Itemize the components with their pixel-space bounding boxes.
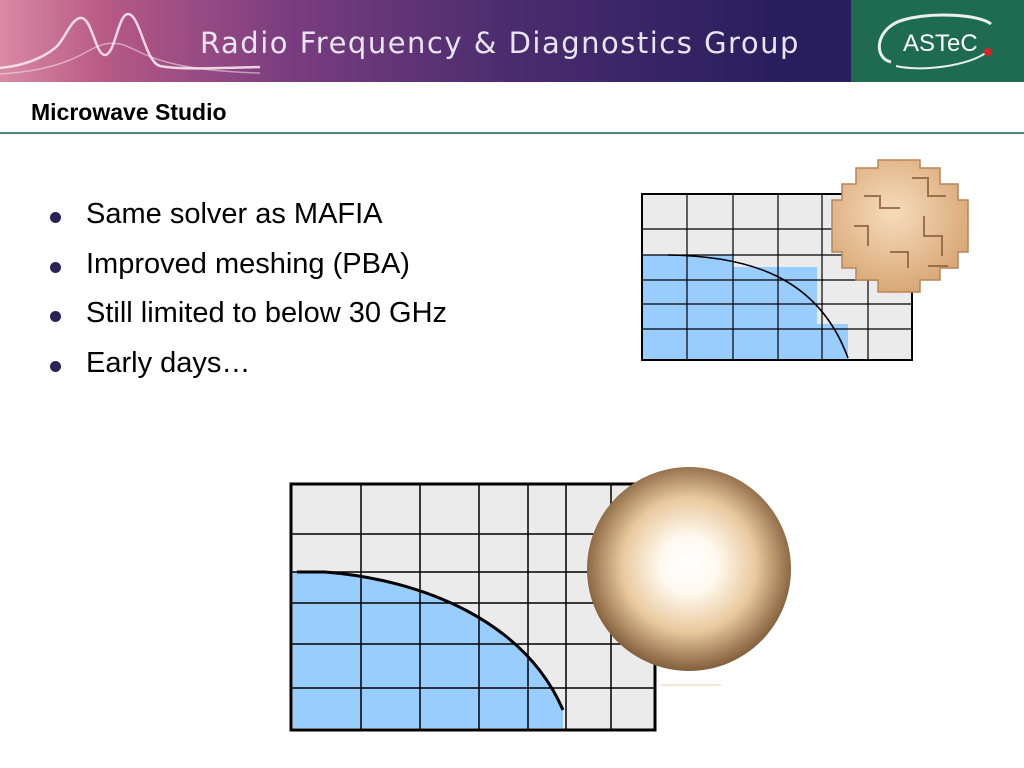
shadow-line [661,684,721,686]
bullet-text: Same solver as MAFIA [86,198,383,230]
pba-mesh-smooth-sphere-diagram [285,462,805,752]
bullet-text: Still limited to below 30 GHz [86,297,448,329]
bullet-item [50,297,447,347]
bullet-text: Improved meshing (PBA) [86,247,410,280]
group-title: Radio Frequency & Diagnostics Group [200,26,800,60]
bullet-list [50,198,447,396]
bullet-icon [50,311,61,322]
bullet-icon [50,262,61,273]
astec-logo-icon [851,0,1024,82]
logo-dot [984,48,992,56]
logo-panel [851,0,1024,82]
bullet-item [50,248,447,298]
logo-text: ASTeC [903,30,978,57]
title-divider [0,132,1024,134]
bullet-text: Early days… [86,346,251,379]
bullet-item [50,347,447,397]
slide-title: Microwave Studio [31,99,227,125]
bullet-item [50,198,447,248]
header-banner [0,0,1024,82]
bullet-icon [50,212,61,223]
smooth-sphere-icon [587,467,791,671]
bullet-icon [50,361,61,372]
staircase-mesh-sphere-diagram [628,156,978,371]
